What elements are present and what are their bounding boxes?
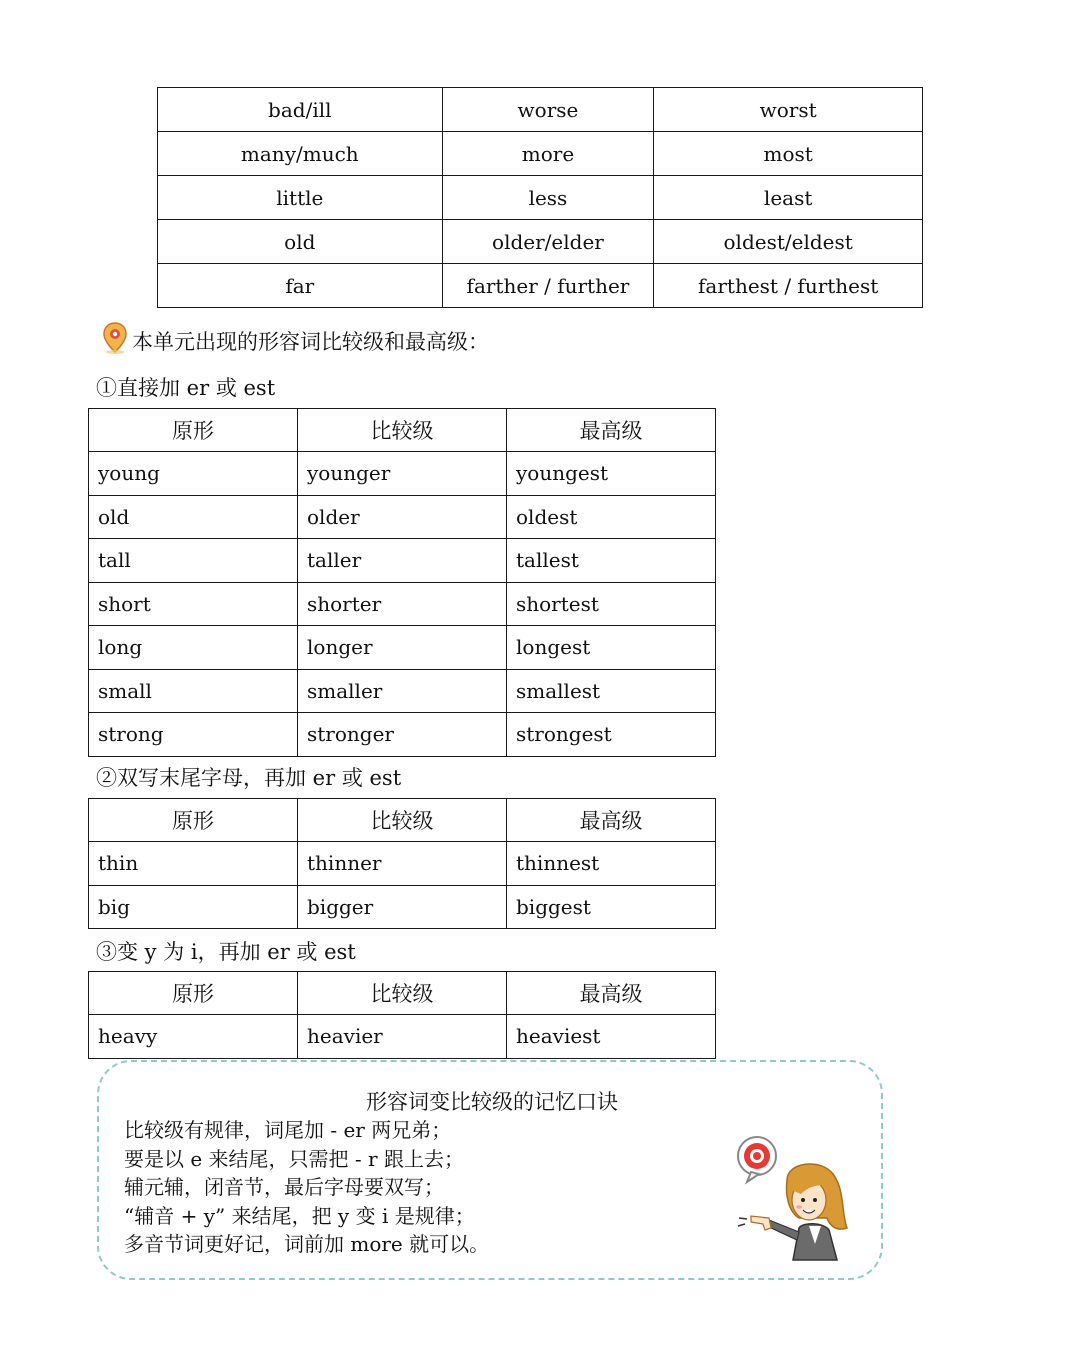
table-cell: stronger [298,713,507,757]
table-cell: older/elder [442,220,654,264]
rule3-title: ③变 y 为 i，再加 er 或 est [96,940,356,964]
table-cell: smallest [507,669,716,713]
table-row [89,885,716,929]
table-cell: bigger [298,885,507,929]
table-cell: old [158,220,443,264]
table-row [158,220,923,264]
table-cell: shorter [298,582,507,626]
table-cell: farthest / furthest [654,264,923,308]
location-pin-icon [102,322,128,359]
table-cell: tallest [507,539,716,583]
table-cell: thinnest [507,842,716,886]
mnemonic-lines [124,1116,489,1259]
rule1-title: ①直接加 er 或 est [96,376,276,400]
table-cell: farther / further [442,264,654,308]
table-row [89,539,716,583]
section-heading [102,322,489,359]
table-cell: many/much [158,132,443,176]
table-cell: young [89,452,298,496]
table-row [158,132,923,176]
mnemonic-title: 形容词变比较级的记忆口诀 [366,1090,618,1114]
table-cell: oldest [507,495,716,539]
table-cell: bad/ill [158,88,443,132]
table-row [89,1015,716,1059]
mnemonic-line: 辅元辅，闭音节，最后字母要双写； [124,1175,444,1200]
table-row [89,495,716,539]
table-cell: least [654,176,923,220]
mnemonic-box [97,1060,883,1280]
column-header: 比较级 [298,799,507,842]
alert-bubble-icon [738,1137,776,1182]
table-header-row [89,972,716,1015]
table-cell: big [89,885,298,929]
table-cell: longest [507,626,716,670]
table-cell: small [89,669,298,713]
section-heading-text: 本单元出现的形容词比较级和最高级： [132,329,489,354]
table-cell: shortest [507,582,716,626]
table-row [89,582,716,626]
table-row [158,176,923,220]
column-header: 最高级 [507,972,716,1015]
table-row [158,264,923,308]
rule2-title: ②双写末尾字母，再加 er 或 est [96,766,402,790]
table-cell: heaviest [507,1015,716,1059]
table-cell: more [442,132,654,176]
mnemonic-line: 比较级有规律，词尾加 - er 两兄弟； [124,1118,452,1142]
mnemonic-line: 多音节词更好记，词前加 more 就可以。 [124,1232,490,1257]
table-cell: tall [89,539,298,583]
table-cell: little [158,176,443,220]
table-cell: most [654,132,923,176]
table-cell: longer [298,626,507,670]
table-cell: biggest [507,885,716,929]
table-row [89,626,716,670]
rule2-table [88,798,716,929]
table-cell: heavy [89,1015,298,1059]
column-header: 原形 [89,799,298,842]
rule3-table [88,971,716,1059]
column-header: 原形 [89,972,298,1015]
table-cell: long [89,626,298,670]
irregular-comparatives-table [157,87,923,308]
table-cell: thin [89,842,298,886]
table-cell: strong [89,713,298,757]
table-row [89,669,716,713]
column-header: 原形 [89,409,298,452]
table-cell: worse [442,88,654,132]
rule1-table [88,408,716,757]
table-cell: taller [298,539,507,583]
column-header: 比较级 [298,972,507,1015]
table-row [89,452,716,496]
mnemonic-line: 要是以 e 来结尾，只需把 - r 跟上去； [124,1146,464,1171]
table-cell: short [89,582,298,626]
table-cell: older [298,495,507,539]
table-row [158,88,923,132]
table-cell: far [158,264,443,308]
table-cell: heavier [298,1015,507,1059]
table-cell: youngest [507,452,716,496]
table-cell: less [442,176,654,220]
column-header: 最高级 [507,799,716,842]
table-row [89,713,716,757]
mnemonic-line: “辅音 + y” 来结尾，把 y 变 i 是规律； [124,1203,475,1228]
column-header: 比较级 [298,409,507,452]
table-row [89,842,716,886]
table-cell: smaller [298,669,507,713]
table-header-row [89,409,716,452]
table-cell: younger [298,452,507,496]
table-cell: thinner [298,842,507,886]
table-cell: worst [654,88,923,132]
pointing-girl-illustration [729,1132,859,1266]
table-header-row [89,799,716,842]
table-cell: oldest/eldest [654,220,923,264]
column-header: 最高级 [507,409,716,452]
table-cell: strongest [507,713,716,757]
table-cell: old [89,495,298,539]
